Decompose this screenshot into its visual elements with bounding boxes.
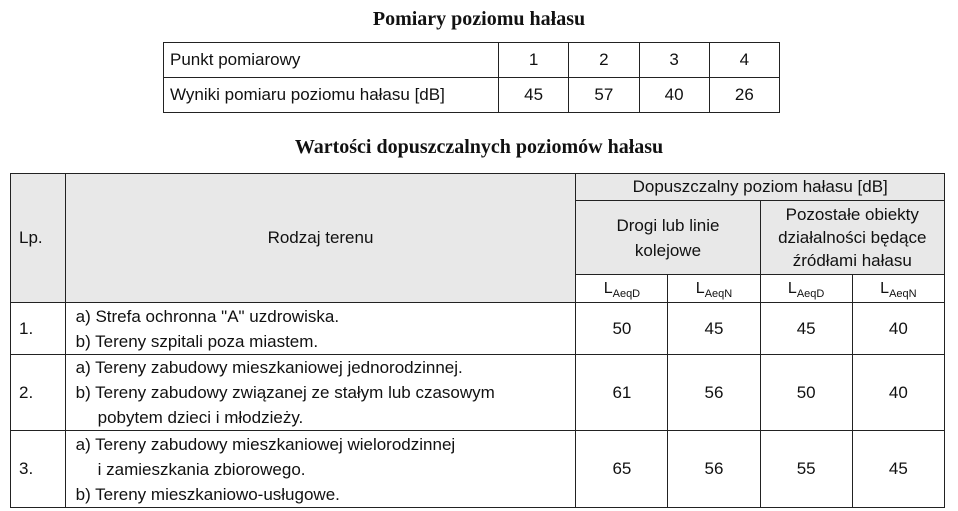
header-row <box>11 174 945 201</box>
other-header-line: źródłami hałasu <box>792 251 912 270</box>
value-cell: 50 <box>576 303 668 355</box>
value-cell: 50 <box>760 355 852 431</box>
result-1: 45 <box>499 78 569 113</box>
terrain-line: a) Strefa ochronna "A" uzdrowiska. <box>75 306 340 326</box>
point-4: 4 <box>709 43 779 78</box>
terrain-line: b) Tereny zabudowy związanej ze stałym lub czasowym <box>75 383 495 402</box>
l-subscript: AeqD <box>612 287 641 300</box>
terrain-cell <box>65 355 576 431</box>
measurement-table <box>163 42 780 113</box>
result-4: 26 <box>709 78 779 113</box>
value-cell: 45 <box>760 303 852 355</box>
other-header-line: Pozostałe obiekty <box>785 205 919 224</box>
limits-table <box>10 173 945 508</box>
terrain-line: b) Tereny mieszkaniowo-usługowe. <box>75 484 340 504</box>
value-cell: 45 <box>852 431 944 508</box>
result-2: 57 <box>569 78 639 113</box>
value-cell: 45 <box>668 303 760 355</box>
l-subscript: AeqD <box>796 287 825 300</box>
laeqd-other-header <box>760 275 852 303</box>
roads-header-line: Drogi lub linie <box>616 215 720 235</box>
terrain-line: a) Tereny zabudowy mieszkaniowej wielorodzinnej <box>75 434 456 454</box>
laeqn-other-header <box>852 275 944 303</box>
table-row <box>11 355 945 431</box>
table-row <box>11 303 945 355</box>
value-cell: 65 <box>576 431 668 508</box>
roads-header <box>576 201 760 275</box>
value-cell: 61 <box>576 355 668 431</box>
table1-title: Pomiary poziomu hałasu <box>372 8 586 30</box>
terrain-line: pobytem dzieci i młodzieży. <box>97 408 304 427</box>
table-row <box>164 43 780 78</box>
terrain-header: Rodzaj terenu <box>65 174 576 303</box>
value-cell: 56 <box>668 355 760 431</box>
point-1: 1 <box>499 43 569 78</box>
point-3: 3 <box>639 43 709 78</box>
l-symbol: L <box>880 279 890 297</box>
points-label: Punkt pomiarowy <box>164 43 499 78</box>
terrain-line: a) Tereny zabudowy mieszkaniowej jednorodzinnej. <box>75 358 463 377</box>
laeqn-roads-header <box>668 275 760 303</box>
allowed-level-header: Dopuszczalny poziom hałasu [dB] <box>576 174 945 201</box>
roads-header-line: kolejowe <box>634 240 702 260</box>
l-symbol: L <box>695 279 705 297</box>
laeqd-roads-header <box>576 275 668 303</box>
table-row <box>11 431 945 508</box>
l-subscript: AeqN <box>704 287 733 300</box>
other-header <box>760 201 944 275</box>
l-symbol: L <box>603 279 613 297</box>
point-2: 2 <box>569 43 639 78</box>
terrain-cell <box>65 303 576 355</box>
terrain-line: i zamieszkania zbiorowego. <box>97 459 306 479</box>
row-number: 3. <box>11 431 66 508</box>
value-cell: 55 <box>760 431 852 508</box>
terrain-cell <box>65 431 576 508</box>
l-symbol: L <box>787 279 797 297</box>
lp-header: Lp. <box>11 174 66 303</box>
table-row <box>164 78 780 113</box>
terrain-line: b) Tereny szpitali poza miastem. <box>75 331 319 351</box>
value-cell: 56 <box>668 431 760 508</box>
value-cell: 40 <box>852 303 944 355</box>
row-number: 1. <box>11 303 66 355</box>
row-number: 2. <box>11 355 66 431</box>
results-label: Wyniki pomiaru poziomu hałasu [dB] <box>164 78 499 113</box>
l-subscript: AeqN <box>889 287 917 300</box>
result-3: 40 <box>639 78 709 113</box>
value-cell: 40 <box>852 355 944 431</box>
other-header-line: działalności będące <box>778 228 927 247</box>
table2-title: Wartości dopuszczalnych poziomów hałasu <box>294 136 664 158</box>
